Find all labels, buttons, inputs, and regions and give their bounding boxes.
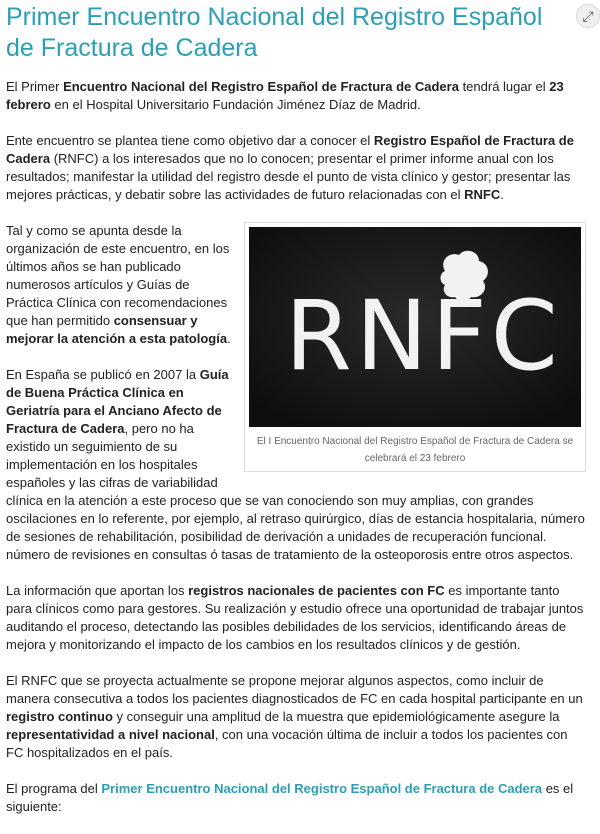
text: y conseguir una amplitud de la muestra que epidemiológicamente asegure la xyxy=(112,709,560,724)
bold-text: Encuentro Nacional del Registro Español de Fractura de Cadera xyxy=(63,79,459,94)
bold-text: registros nacionales de pacientes con FC xyxy=(188,583,445,598)
bold-text: RNFC xyxy=(464,187,501,202)
text: El Primer xyxy=(6,79,64,94)
article-title: Primer Encuentro Nacional del Registro Español de Fractura de Cadera xyxy=(6,3,543,62)
paragraph-6 xyxy=(6,672,586,762)
text: Tal y como se apunta desde la organización de este encuentro, en los últimos años se han publicado numerosos artículos y Guías de Práctica Clínica con recomendaciones que han permitido xyxy=(6,223,230,328)
text: Ente encuentro se plantea tiene como objetivo dar a conocer el xyxy=(6,133,374,148)
paragraph-7 xyxy=(6,780,586,816)
bold-text: Guía de Buena Práctica Clínica en Geriatría para el Anciano Afecto de Fractura de Cadera xyxy=(6,367,229,436)
text: en el Hospital Universitario Fundación Jiménez Díaz de Madrid. xyxy=(50,97,421,112)
text: es el siguiente: xyxy=(6,781,574,814)
text: , con una vocación última de incluir a todos los pacientes con FC hospitalizados en el país. xyxy=(6,727,568,760)
bold-date: 23 febrero xyxy=(6,79,564,112)
text: La información que aportan los xyxy=(6,583,189,598)
rnfc-logo xyxy=(249,227,581,427)
text: El programa del xyxy=(6,781,102,796)
text: , pero no ha existido un seguimiento de su implementación en los hospitales españoles y las cifras de variabilidad clínica en la atención a este proceso que se van conociendo son muy amplias, con grandes oscilaciones en lo referente, por ejemplo, al retraso quirúrgico, días de estancia hospitalaria, número de sesiones de rehabilitación, posibilidad de derivación a unidades de recuperación funcional. número de revisiones en consultas ó tasas de tratamiento de la osteoporosis entre otros aspectos. xyxy=(6,421,585,562)
text: tendrá lugar el xyxy=(458,79,550,94)
text: (RNFC) a los interesados que no lo conocen; presentar el primer informe anual con los resultados; manifestar la utilidad del registro desde el punto de vista clínico y gestor; presentar las mejores prácticas, y debatir sobre las actividades de futuro relacionadas con el xyxy=(6,151,571,202)
text: . xyxy=(500,187,504,202)
bold-text: representatividad a nivel nacional xyxy=(6,727,215,742)
text: es importante tanto para clínicos como para gestores. Su realización y estudio ofrece una oportunidad de trabajar juntos auditando el proceso, detectando las posibles debilidades de los servicios, identificando áreas de mejora y monitorizando el impacto de los cambios en los resultados clínicos y de gestión. xyxy=(6,583,584,652)
text: El RNFC que se proyecta actualmente se propone mejorar algunos aspectos, como incluir de manera consecutiva a todos los pacientes diagnosticados de FC en cada hospital participante en un xyxy=(6,673,583,706)
bold-text: consensuar y mejorar la atención a esta patología xyxy=(6,313,228,346)
paragraph-2 xyxy=(6,132,586,204)
text: En España se publicó en 2007 la xyxy=(6,367,200,382)
share-icon[interactable]: ⤢ xyxy=(576,4,600,28)
paragraph-5 xyxy=(6,582,586,654)
article-body xyxy=(6,78,586,834)
rnfc-logo-image xyxy=(249,227,581,427)
article-figure xyxy=(244,222,586,472)
paragraph-1 xyxy=(6,78,586,114)
text: . xyxy=(227,331,231,346)
bold-text: registro continuo xyxy=(6,709,113,724)
event-link[interactable]: Primer Encuentro Nacional del Registro Español de Fractura de Cadera xyxy=(101,781,543,796)
figure-caption: El I Encuentro Nacional del Registro Español de Fractura de Cadera se celebrará el 23 febrero xyxy=(256,436,574,464)
logo-text: RNFC xyxy=(285,280,562,392)
bold-text: Registro Español de Fractura de Cadera xyxy=(6,133,574,166)
